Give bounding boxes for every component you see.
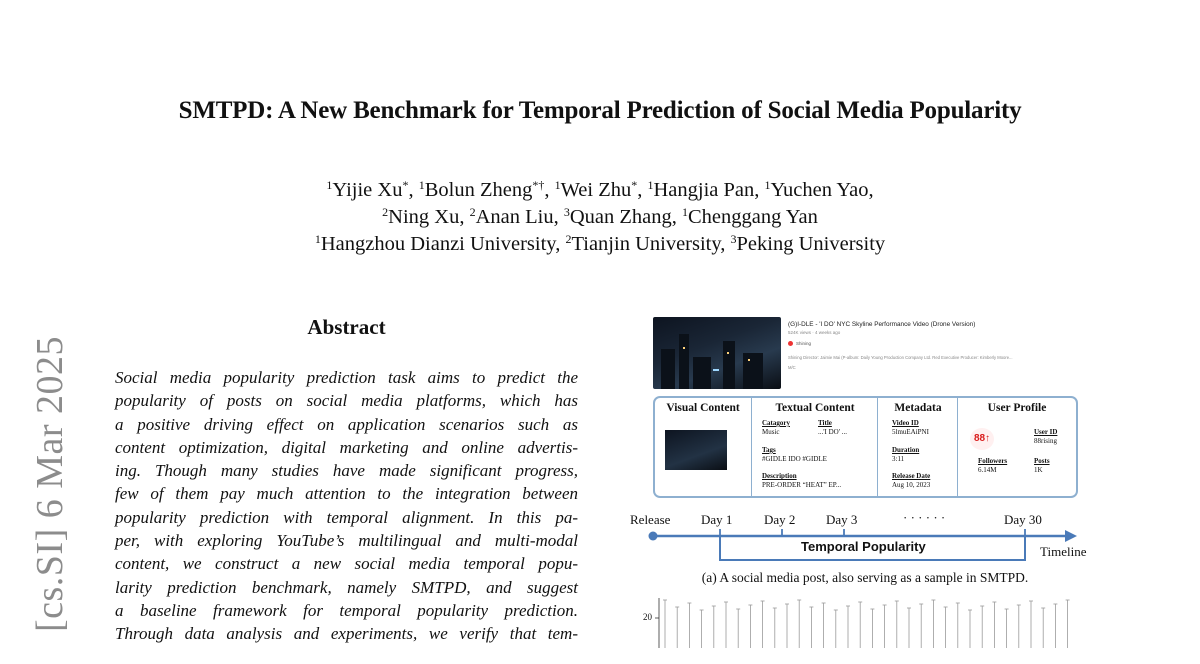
abstract-line: content optimization, digital marketing and online advertis- <box>115 437 578 457</box>
field-value: Music <box>762 428 780 436</box>
affiliation-sup: 1 <box>682 205 688 219</box>
timeline-tick-label: Day 30 <box>1004 512 1042 527</box>
figure-1 <box>625 312 1105 648</box>
author-mark: * <box>402 178 409 192</box>
abstract-line: a baseline framework for temporal popularity prediction. <box>115 600 578 620</box>
field-label: Duration <box>892 446 920 454</box>
author-name: Tianjin University <box>571 233 721 255</box>
timeline-tick-label: Day 1 <box>701 512 733 527</box>
abstract-line: popularity of posts on social media platforms, which has <box>115 391 578 411</box>
timeline-tick-label: Release <box>630 512 671 527</box>
channel-logo-icon: 88↑ <box>970 428 994 450</box>
author-block <box>0 177 1200 258</box>
authors-line-1: $^1$Yijie Xu*, $^1$Bolun Zheng*†, $^1$Wei Zhu*, $^1$Hangjia Pan, $^1$Yuchen Yao, <box>326 178 874 201</box>
field-value: Aug 10, 2023 <box>892 481 931 489</box>
affiliation-sup: 1 <box>418 178 425 192</box>
post-description: Shining Director: Jaimie Mai (P-album: Daily Young Production Company Ltd. Red Executive Producer: Kimberly Moore... <box>788 355 1013 360</box>
author-name: Peking University <box>736 233 886 255</box>
affiliation-sup: 1 <box>647 178 654 192</box>
channel-name: Shining <box>796 341 812 346</box>
figure-caption: (a) A social media post, also serving as a sample in SMTPD. <box>701 570 1029 585</box>
author-name: Hangzhou Dianzi University <box>320 233 556 255</box>
affiliation-sup: 3 <box>563 205 570 219</box>
chart-y-tick-label: 20 <box>643 612 652 622</box>
affiliation-sup: 2 <box>382 205 389 219</box>
author-name: Ning Xu <box>388 206 460 228</box>
abstract-heading: Abstract <box>307 315 386 339</box>
abstract-line: few of them pay much attention to the integration between <box>115 484 578 504</box>
abstract-line: Through data analysis and experiments, we verify that tem- <box>115 624 578 644</box>
field-label: Catagory <box>762 419 790 427</box>
temporal-popularity-label: Temporal Popularity <box>801 539 926 554</box>
post-more: M/C <box>788 365 796 370</box>
affiliation-sup: 1 <box>326 178 333 192</box>
timeline-graphic <box>625 312 1105 648</box>
author-mark: * <box>631 178 638 192</box>
user-heading: User Profile <box>987 402 1047 414</box>
textual-heading: Textual Content <box>775 402 855 414</box>
field-value: #GIDLE IDO #GIDLE <box>762 455 827 463</box>
field-label: Description <box>762 472 797 480</box>
abstract-body <box>115 366 578 646</box>
authors-line-2: $^2$Ning Xu, $^2$Anan Liu, $^3$Quan Zhang, $^1$Chenggang Yan <box>382 205 818 228</box>
timeline-arrowhead <box>1065 530 1077 542</box>
visual-heading: Visual Content <box>666 402 740 414</box>
abstract-line: larity prediction benchmark, namely SMTPD, and suggest <box>115 577 578 597</box>
field-value: 5lmuEAiPNI <box>892 428 929 436</box>
author-name: Bolun Zheng <box>424 179 533 201</box>
author-name: Hangjia Pan <box>653 179 755 201</box>
author-name: Yijie Xu <box>332 179 403 201</box>
timeline-tick-label: Day 3 <box>826 512 858 527</box>
abstract-line: a positive driving effect on application scenarios such as <box>115 414 578 434</box>
arxiv-stamp: [cs.SI] 6 Mar 2025 <box>29 335 71 633</box>
author-name: Anan Liu <box>475 206 554 228</box>
author-mark: *† <box>532 178 545 192</box>
affiliation-sup: 1 <box>314 232 321 246</box>
abstract-line: popularity prediction with temporal alignment. In this pa- <box>115 507 578 527</box>
field-label: User ID <box>1034 428 1058 436</box>
post-meta: 524K views · 4 weeks ago <box>788 330 841 335</box>
abstract-line: content, we construct a new social media temporal popu- <box>115 554 578 574</box>
timeline-ellipsis: · · · · · · <box>903 510 946 525</box>
release-dot <box>649 532 658 541</box>
abstract-line: Social media popularity prediction task aims to predict the <box>115 368 578 387</box>
abstract-line: ing. Though many studies have made significant progress, <box>115 461 578 481</box>
affiliation-sup: 1 <box>554 178 561 192</box>
metadata-heading: Metadata <box>894 402 942 414</box>
author-name: Quan Zhang <box>569 206 672 228</box>
timeline-tick-label: Day 2 <box>764 512 796 527</box>
field-label: Followers <box>978 457 1008 465</box>
timeline-axis-label: Timeline <box>1040 544 1087 559</box>
field-value: 3:11 <box>892 455 905 463</box>
affiliation-sup: 2 <box>469 205 476 219</box>
abstract-line: per, with exploring YouTube’s multilingual and multi-modal <box>115 531 578 551</box>
affiliation-sup: 3 <box>730 232 737 246</box>
field-label: Posts <box>1034 457 1050 465</box>
author-name: Yuchen Yao <box>770 179 869 201</box>
field-value: 88rising <box>1034 437 1057 445</box>
field-label: Release Date <box>892 472 931 480</box>
field-label: Title <box>818 419 832 427</box>
post-title: (G)I-DLE - 'I DO' NYC Skyline Performance Video (Drone Version) <box>788 321 976 328</box>
paper-title: SMTPD: A New Benchmark for Temporal Prediction of Social Media Popularity <box>178 97 1022 124</box>
field-value: ...'I DO' ... <box>818 428 847 436</box>
author-name: Chenggang Yan <box>688 206 818 228</box>
field-value: 6.14M <box>978 466 997 474</box>
field-value: PRE-ORDER “HEAT” EP... <box>762 481 842 489</box>
chart-bars <box>663 600 1070 648</box>
affiliations-line: $^1$Hangzhou Dianzi University, $^2$Tianjin University, $^3$Peking University <box>314 232 886 255</box>
field-label: Tags <box>762 446 776 454</box>
affiliation-sup: 1 <box>764 178 771 192</box>
field-value: 1K <box>1034 466 1043 474</box>
author-name: Wei Zhu <box>560 179 632 201</box>
field-label: Video ID <box>892 419 919 427</box>
affiliation-sup: 2 <box>565 232 572 246</box>
